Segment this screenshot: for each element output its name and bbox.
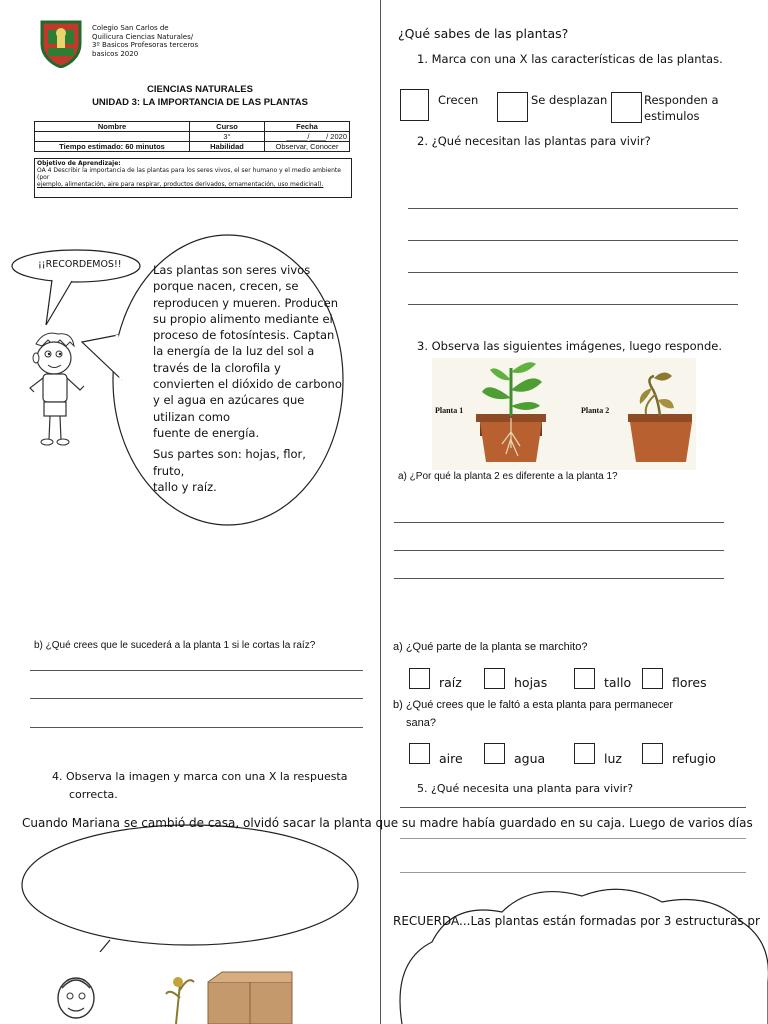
mariana-illustration [52,968,312,1024]
option-se-desplazan: Se desplazan [531,93,608,107]
info-table [34,121,350,152]
reminder-line: Las plantas son seres vivos [153,263,311,277]
option-crecen: Crecen [438,93,479,107]
answer-line[interactable] [394,522,724,523]
answer-line[interactable] [400,838,746,839]
checkbox-raiz[interactable] [409,668,430,689]
option-responden-line-1: Responden a [644,93,719,107]
story-text: Cuando Mariana se cambió de casa, olvidó sacar la planta que su madre había guardado en su caja. Luego de varios días [22,816,753,830]
option-aire: aire [439,751,463,766]
plant-2-label: Planta 2 [581,406,610,415]
option-tallo: tallo [604,675,632,690]
checkbox-flores[interactable] [642,668,663,689]
checkbox-se-desplazan[interactable] [497,92,528,122]
option-responden-line-2: estimulos [644,109,700,123]
school-name [92,24,202,58]
option-refugio: refugio [672,751,716,766]
reminder-line: su propio alimento mediante el [153,311,333,326]
school-line-4: basicos 2020 [92,49,139,58]
fecha-header: Fecha [265,122,350,132]
reminder-line: fuente de energía. [153,425,260,440]
parts-line: fruto, [153,463,185,478]
nombre-header: Nombre [35,122,190,132]
answer-line[interactable] [400,807,746,808]
reminder-line: la energía de la luz del sol a [153,344,315,359]
curso-header: Curso [190,122,265,132]
question-3: 3. Observa las siguientes imágenes, luego responde. [417,339,722,353]
answer-line[interactable] [408,208,738,209]
answer-line[interactable] [408,304,738,305]
option-luz: luz [604,751,622,766]
checkbox-aire[interactable] [409,743,430,764]
recuerda-cloud [392,882,768,1024]
objective-text-2: ejemplo, alimentación, aire para respirar, productos derivados, ornamentación, uso medicinal). [37,181,324,188]
reminder-line: través de la clorofila y [153,360,281,375]
answer-line[interactable] [408,240,738,241]
checkbox-crecen[interactable] [400,89,429,121]
reminder-line: porque nacen, crecen, se [153,279,299,294]
reminder-line: reproducen y mueren. Producen [153,295,338,310]
school-line-2: Quilicura Ciencias Naturales/ [92,32,194,41]
question-a-right: a) ¿Qué parte de la planta se marchito? [393,641,588,653]
question-3a: a) ¿Por qué la planta 2 es diferente a la planta 1? [398,471,618,482]
answer-line[interactable] [394,578,724,579]
question-b-right-line-1: b) ¿Qué crees que le faltó a esta planta para permanecer [393,699,674,711]
boy-illustration [24,330,90,450]
question-5: 5. ¿Qué necesita una planta para vivir? [417,782,634,795]
right-heading: ¿Qué sabes de las plantas? [398,26,569,41]
answer-line[interactable] [30,727,363,728]
habilidad-label: Habilidad [190,142,265,152]
objective-label: Objetivo de Aprendizaje: [37,160,121,167]
plants-image [432,358,696,470]
tiempo-label: Tiempo estimado: 60 minutos [35,142,190,152]
curso-value: 3° [190,132,265,142]
reminder-line: convierten el dióxido de carbono [153,377,342,392]
answer-line[interactable] [400,872,746,873]
story-bubble [20,822,365,952]
parts-line: tallo y raíz. [153,479,217,494]
parts-line: Sus partes son: hojas, flor, [153,447,306,462]
reminder-line: proceso de fotosíntesis. Captan [153,328,335,343]
answer-line[interactable] [394,550,724,551]
page-divider [380,0,381,1024]
section-divider-left [0,604,380,605]
school-line-3: 3º Basicos Profesoras terceros [92,41,199,49]
question-2: 2. ¿Qué necesitan las plantas para vivir? [417,134,651,148]
fecha-field[interactable]: _____/____/ 2020 [265,132,350,142]
reminder-line: y el agua en azúcares que [153,393,305,408]
checkbox-tallo[interactable] [574,668,595,689]
reminder-text [153,262,353,495]
subject-title: CIENCIAS NATURALES [147,84,253,95]
habilidad-value: Observar, Conocer [265,142,350,152]
school-line-1: Colegio San Carlos de [92,24,169,32]
checkbox-agua[interactable] [484,743,505,764]
answer-line[interactable] [30,698,363,699]
school-logo [40,20,82,68]
reminder-line: utilizan como [153,409,231,424]
checkbox-responden[interactable] [611,92,642,123]
question-b-left: b) ¿Qué crees que le sucederá a la planta 1 si le cortas la raíz? [34,640,316,651]
question-b-right-line-2: sana? [406,717,436,729]
checkbox-hojas[interactable] [484,668,505,689]
question-1: 1. Marca con una X las características de las plantas. [417,52,723,66]
objective-text-1: OA 4 Describir la importancia de las plantas para los seres vivos, el ser humano y el medio ambiente (por [37,167,341,181]
question-4-line-1: 4. Observa la imagen y marca con una X la respuesta [52,770,348,783]
checkbox-luz[interactable] [574,743,595,764]
question-4-line-2: correcta. [69,788,118,801]
plant-1-label: Planta 1 [435,406,464,415]
option-hojas: hojas [514,675,548,690]
answer-line[interactable] [408,272,738,273]
recuerda-text: RECUERDA...Las plantas están formadas por 3 estructuras pr [393,914,760,928]
nombre-field[interactable] [35,132,190,142]
checkbox-refugio[interactable] [642,743,663,764]
option-raiz: raíz [439,675,462,690]
unit-title: UNIDAD 3: LA IMPORTANCIA DE LAS PLANTAS [92,97,308,108]
objective-box [34,158,352,198]
option-agua: agua [514,751,546,766]
option-flores: flores [672,675,707,690]
answer-line[interactable] [30,670,363,671]
recordemos-label: ¡¡RECORDEMOS!! [38,259,122,270]
